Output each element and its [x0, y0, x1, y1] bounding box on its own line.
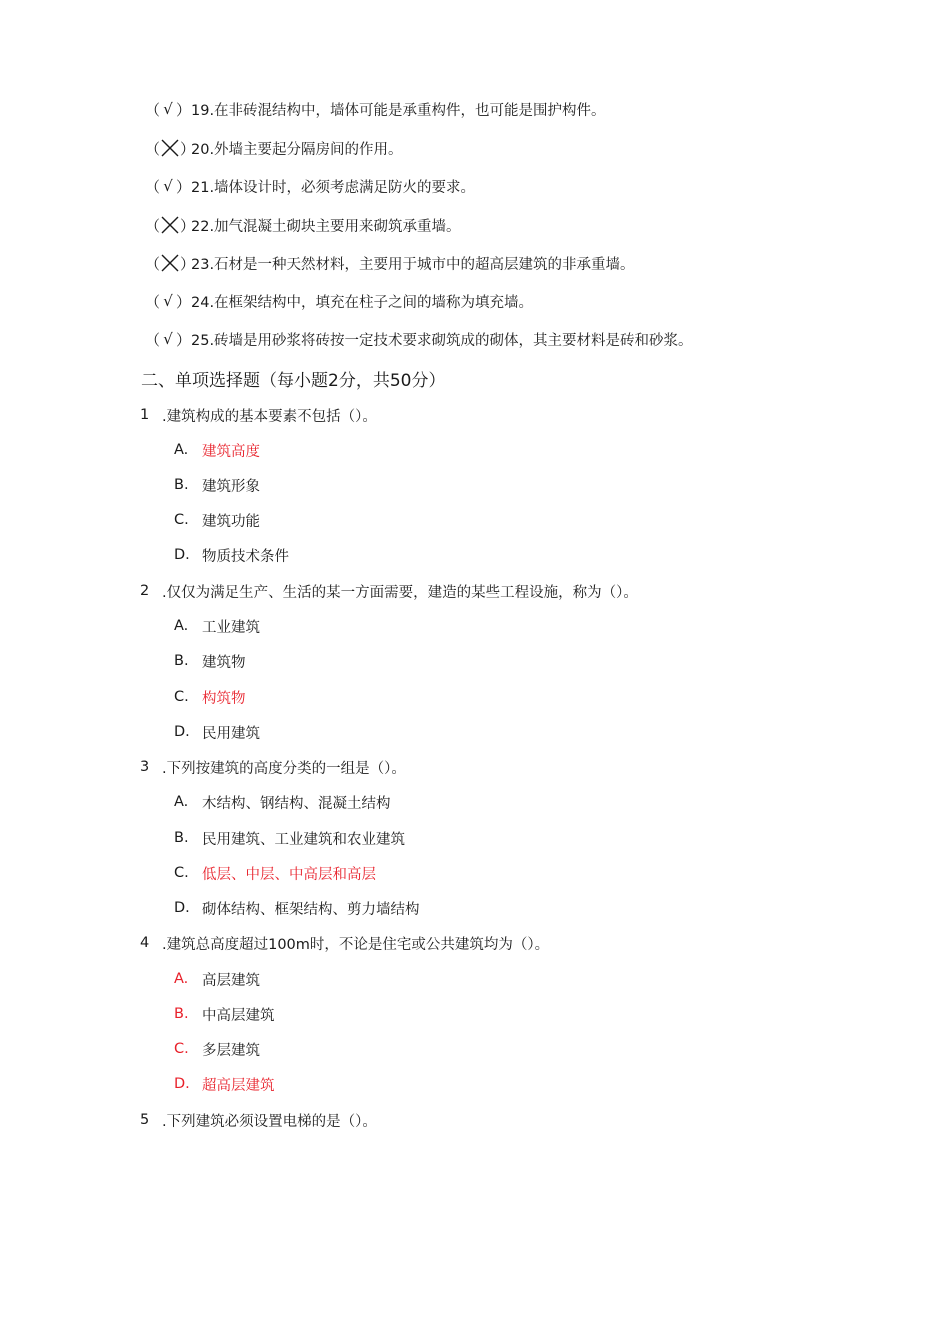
question-number: 4 [140, 935, 150, 951]
cross-icon [160, 216, 180, 234]
tf-text: 19.在非砖混结构中，墙体可能是承重构件，也可能是围护构件。 [191, 102, 606, 119]
question-number: 2 [140, 583, 150, 599]
question-number: 5 [140, 1112, 150, 1128]
tf-text: 20.外墙主要起分隔房间的作用。 [191, 141, 403, 158]
tf-text: 23.石材是一种天然材料，主要用于城市中的超高层建筑的非承重墙。 [191, 256, 635, 273]
option-3b [174, 827, 405, 849]
question-number: 3 [140, 759, 150, 775]
option-letter: B. [174, 830, 189, 846]
tf-item-25 [145, 328, 693, 350]
cross-mark: （ ） [145, 139, 196, 158]
option-text: 超高层建筑 [202, 1077, 275, 1094]
option-letter: C. [174, 865, 189, 881]
option-letter: C. [174, 1041, 189, 1057]
option-letter: A. [174, 442, 189, 458]
option-2d [174, 721, 260, 743]
option-text: 中高层建筑 [202, 1007, 275, 1024]
check-mark: （ √ ） [145, 330, 191, 349]
check-mark: （ √ ） [145, 292, 191, 311]
section-heading: 二、单项选择题（每小题2分，共50分） [141, 371, 446, 391]
option-letter: D. [174, 900, 190, 916]
check-mark: （ √ ） [145, 177, 191, 196]
option-text: 建筑高度 [202, 443, 260, 460]
option-text: 多层建筑 [202, 1042, 260, 1059]
option-text: 高层建筑 [202, 972, 260, 989]
question-text: .下列按建筑的高度分类的一组是（）。 [162, 760, 406, 777]
option-1c [174, 509, 260, 531]
option-text: 物质技术条件 [202, 548, 289, 565]
option-2a [174, 615, 260, 637]
option-1b [174, 474, 260, 496]
option-letter: B. [174, 653, 189, 669]
option-letter: D. [174, 1076, 190, 1092]
tf-item-19 [145, 98, 606, 120]
question-1 [140, 404, 377, 426]
option-2c [174, 686, 246, 708]
option-text: 民用建筑 [202, 725, 260, 742]
option-3a [174, 791, 391, 813]
option-4d [174, 1073, 275, 1095]
tf-item-21 [145, 175, 475, 197]
option-letter: A. [174, 971, 189, 987]
tf-text: 21.墙体设计时，必须考虑满足防火的要求。 [191, 179, 476, 196]
question-text: .下列建筑必须设置电梯的是（）。 [162, 1113, 377, 1130]
question-4 [140, 932, 549, 954]
question-number: 1 [140, 407, 150, 423]
option-text: 低层、中层、中高层和高层 [202, 866, 376, 883]
cross-icon [160, 139, 180, 157]
option-4c [174, 1038, 260, 1060]
option-text: 建筑功能 [202, 513, 260, 530]
option-letter: D. [174, 724, 190, 740]
option-letter: A. [174, 794, 189, 810]
option-letter: C. [174, 512, 189, 528]
option-letter: A. [174, 618, 189, 634]
question-3 [140, 756, 406, 778]
cross-icon [160, 254, 180, 272]
option-4a [174, 968, 260, 990]
option-2b [174, 650, 246, 672]
option-4b [174, 1003, 275, 1025]
option-text: 民用建筑、工业建筑和农业建筑 [202, 831, 405, 848]
tf-item-22 [145, 214, 461, 236]
question-text: .仅仅为满足生产、生活的某一方面需要，建造的某些工程设施，称为（）。 [162, 584, 638, 601]
option-letter: C. [174, 689, 189, 705]
option-text: 建筑物 [202, 654, 246, 671]
option-letter: B. [174, 1006, 189, 1022]
check-mark: （ √ ） [145, 100, 191, 119]
option-1d [174, 544, 289, 566]
tf-text: 25.砖墙是用砂浆将砖按一定技术要求砌筑成的砌体，其主要材料是砖和砂浆。 [191, 332, 693, 349]
option-text: 工业建筑 [202, 619, 260, 636]
option-3c [174, 862, 376, 884]
tf-text: 24.在框架结构中，填充在柱子之间的墙称为填充墙。 [191, 294, 534, 311]
question-text: .建筑总高度超过100m时，不论是住宅或公共建筑均为（）。 [162, 936, 550, 953]
question-text: .建筑构成的基本要素不包括（）。 [162, 408, 377, 425]
tf-text: 22.加气混凝土砌块主要用来砌筑承重墙。 [191, 218, 461, 235]
option-text: 建筑形象 [202, 478, 260, 495]
option-text: 砌体结构、框架结构、剪力墙结构 [202, 901, 420, 918]
option-letter: B. [174, 477, 189, 493]
tf-item-20 [145, 137, 403, 159]
option-letter: D. [174, 547, 190, 563]
option-text: 构筑物 [202, 690, 246, 707]
option-3d [174, 897, 420, 919]
tf-item-24 [145, 290, 533, 312]
option-1a [174, 439, 260, 461]
cross-mark: （ ） [145, 216, 196, 235]
question-2 [140, 580, 638, 602]
cross-mark: （ ） [145, 254, 196, 273]
tf-item-23 [145, 252, 635, 274]
question-5 [140, 1109, 377, 1131]
option-text: 木结构、钢结构、混凝土结构 [202, 795, 391, 812]
